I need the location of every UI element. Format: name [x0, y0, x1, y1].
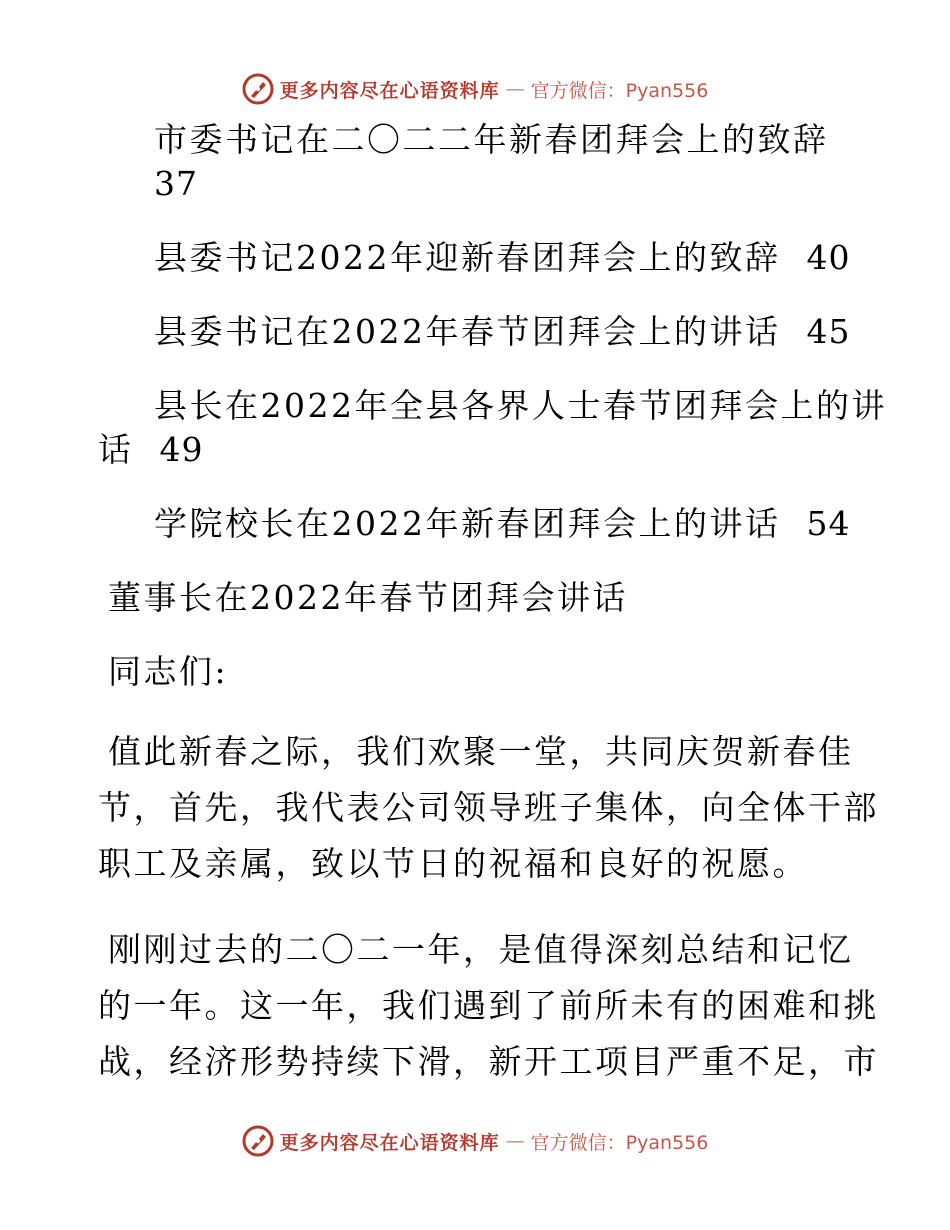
toc-entry-3: [98, 310, 853, 384]
paragraph-1-line-2: 节，首先，我代表公司领导班子集体，向全体干部: [98, 788, 879, 827]
paragraph-1-line-1: 值此新春之际，我们欢聚一堂，共同庆贺新春佳: [108, 732, 854, 771]
article-paragraph-1: [98, 724, 879, 892]
watermark-separator: —: [505, 78, 525, 100]
toc-entry-5-page: 54: [806, 504, 851, 543]
watermark-contact: 官方微信：Pyan556: [530, 1131, 709, 1154]
toc-entry-5-title: 学院校长在2022年新春团拜会上的讲话: [154, 504, 781, 543]
toc-entry-4-title-line2: 话: [98, 430, 134, 469]
toc-entry-3-title: 县委书记在2022年春节团拜会上的讲话: [154, 312, 781, 351]
watermark-main-text: 更多内容尽在心语资料库: [279, 1131, 500, 1154]
pen-logo-icon: [242, 1125, 274, 1157]
header-watermark: [0, 72, 950, 106]
toc-entry-3-page: 45: [806, 312, 851, 351]
watermark-contact: 官方微信：Pyan556: [530, 79, 709, 102]
toc-entry-2: [98, 236, 853, 310]
toc-entry-4-title-line1: 县长在2022年全县各界人士春节团拜会上的讲: [154, 386, 887, 425]
document-body: [98, 118, 887, 1090]
toc-entry-5: [98, 502, 853, 576]
pen-logo-icon: [242, 73, 274, 105]
toc-entry-4-line2: [98, 428, 853, 502]
toc-entry-4-page: 49: [159, 430, 204, 469]
toc-entry-1-title: 市委书记在二〇二二年新春团拜会上的致辞: [154, 120, 829, 159]
paragraph-2-line-3: 战，经济形势持续下滑，新开工项目严重不足，市: [98, 1042, 879, 1081]
toc-entry-2-title: 县委书记2022年迎新春团拜会上的致辞: [154, 238, 781, 277]
article-heading: 董事长在2022年春节团拜会讲话: [108, 578, 628, 617]
article-salutation: 同志们:: [108, 652, 229, 691]
paragraph-2-line-1: 刚刚过去的二〇二一年，是值得深刻总结和记忆: [108, 930, 854, 969]
article-paragraph-2: [98, 922, 879, 1090]
footer-watermark: [0, 1124, 950, 1158]
toc-entry-1-page: 37: [154, 164, 198, 203]
paragraph-2-line-2: 的一年。这一年，我们遇到了前所未有的困难和挑: [98, 986, 879, 1025]
watermark-separator: —: [505, 1130, 525, 1152]
paragraph-1-line-3: 职工及亲属，致以节日的祝福和良好的祝愿。: [98, 844, 808, 883]
toc-entry-2-page: 40: [806, 238, 851, 277]
watermark-main-text: 更多内容尽在心语资料库: [279, 79, 500, 102]
